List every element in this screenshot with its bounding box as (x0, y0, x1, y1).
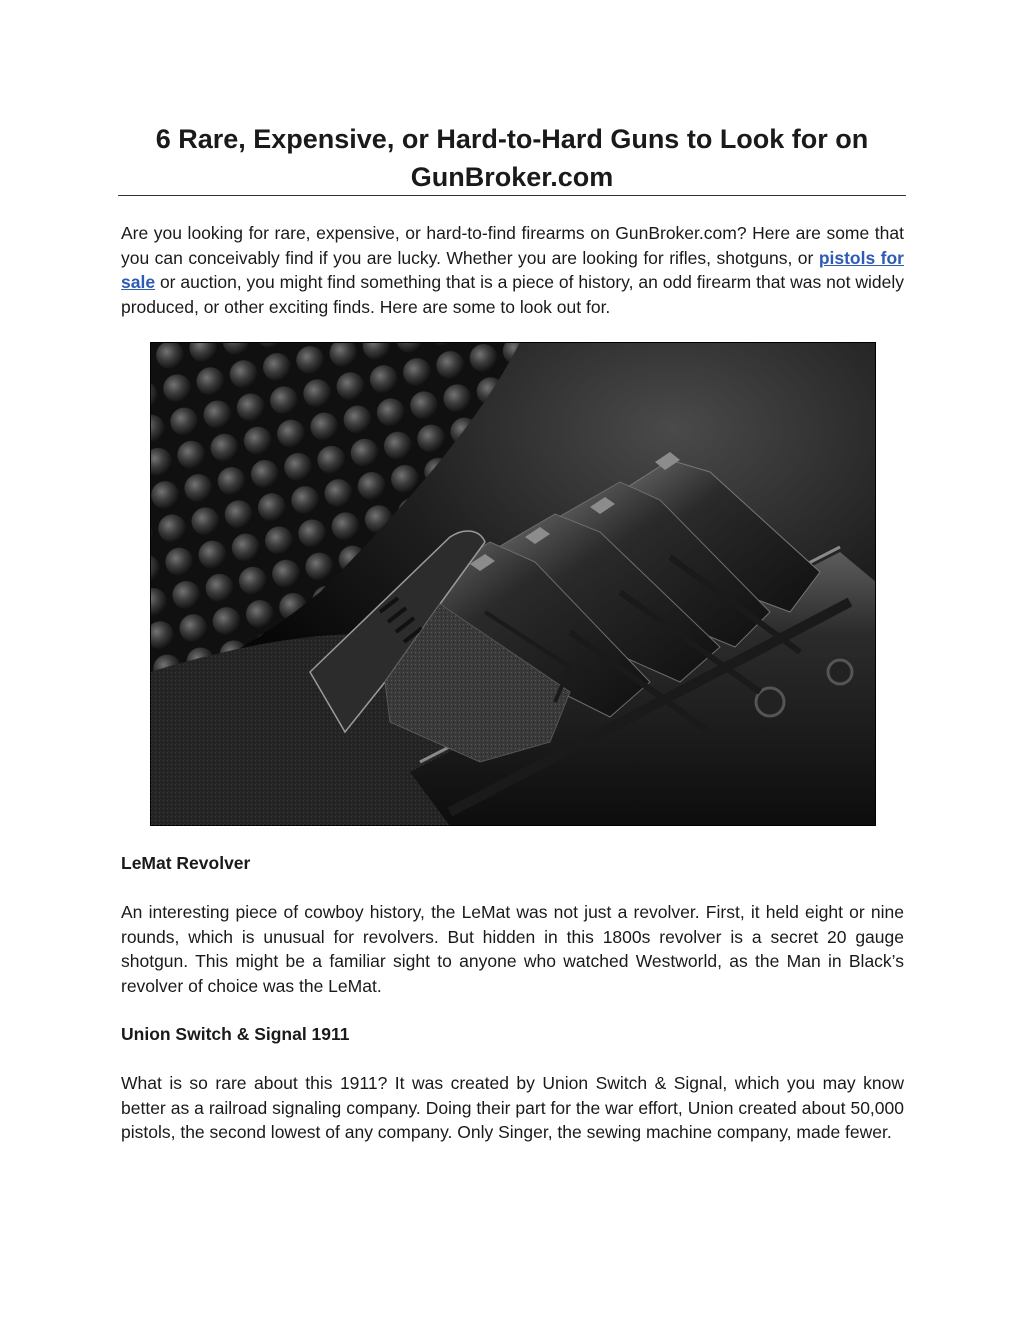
intro-text-before-link: Are you looking for rare, expensive, or hard-to-find firearms on GunBroker.com? Here are some that you can conceivably find if you are lucky. Whether you are looking for rifles, shotguns, or (121, 223, 904, 268)
section-body-lemat: An interesting piece of cowboy history, the LeMat was not just a revolver. First, it held eight or nine rounds, which is unusual for revolvers. But hidden in this 1800s revolver is a secret 20 gauge shotgun. This might be a familiar sight to anyone who watched Westworld, as the Man in Black’s revolver of choice was the LeMat. (121, 902, 904, 996)
section-body-union-switch: What is so rare about this 1911? It was created by Union Switch & Signal, which you may know better as a railroad signaling company. Doing their part for the war effort, Union created about 50,000 pistols, the second lowest of any company. Only Singer, the sewing machine company, made fewer. (121, 1073, 904, 1142)
intro-text-after-link: or auction, you might find something that is a piece of history, an odd firearm that was not widely produced, or other exciting finds. Here are some to look out for. (121, 272, 904, 317)
intro-paragraph (121, 221, 904, 319)
title-underline (118, 195, 906, 196)
section-heading-lemat: LeMat Revolver (121, 853, 251, 873)
page-title: 6 Rare, Expensive, or Hard-to-Hard Guns to Look for on GunBroker.com (155, 124, 869, 192)
pistols-in-case-photo (150, 342, 876, 826)
section-heading-union-switch: Union Switch & Signal 1911 (121, 1024, 350, 1044)
pistols-for-sale-link[interactable]: pistols for sale (121, 247, 904, 292)
